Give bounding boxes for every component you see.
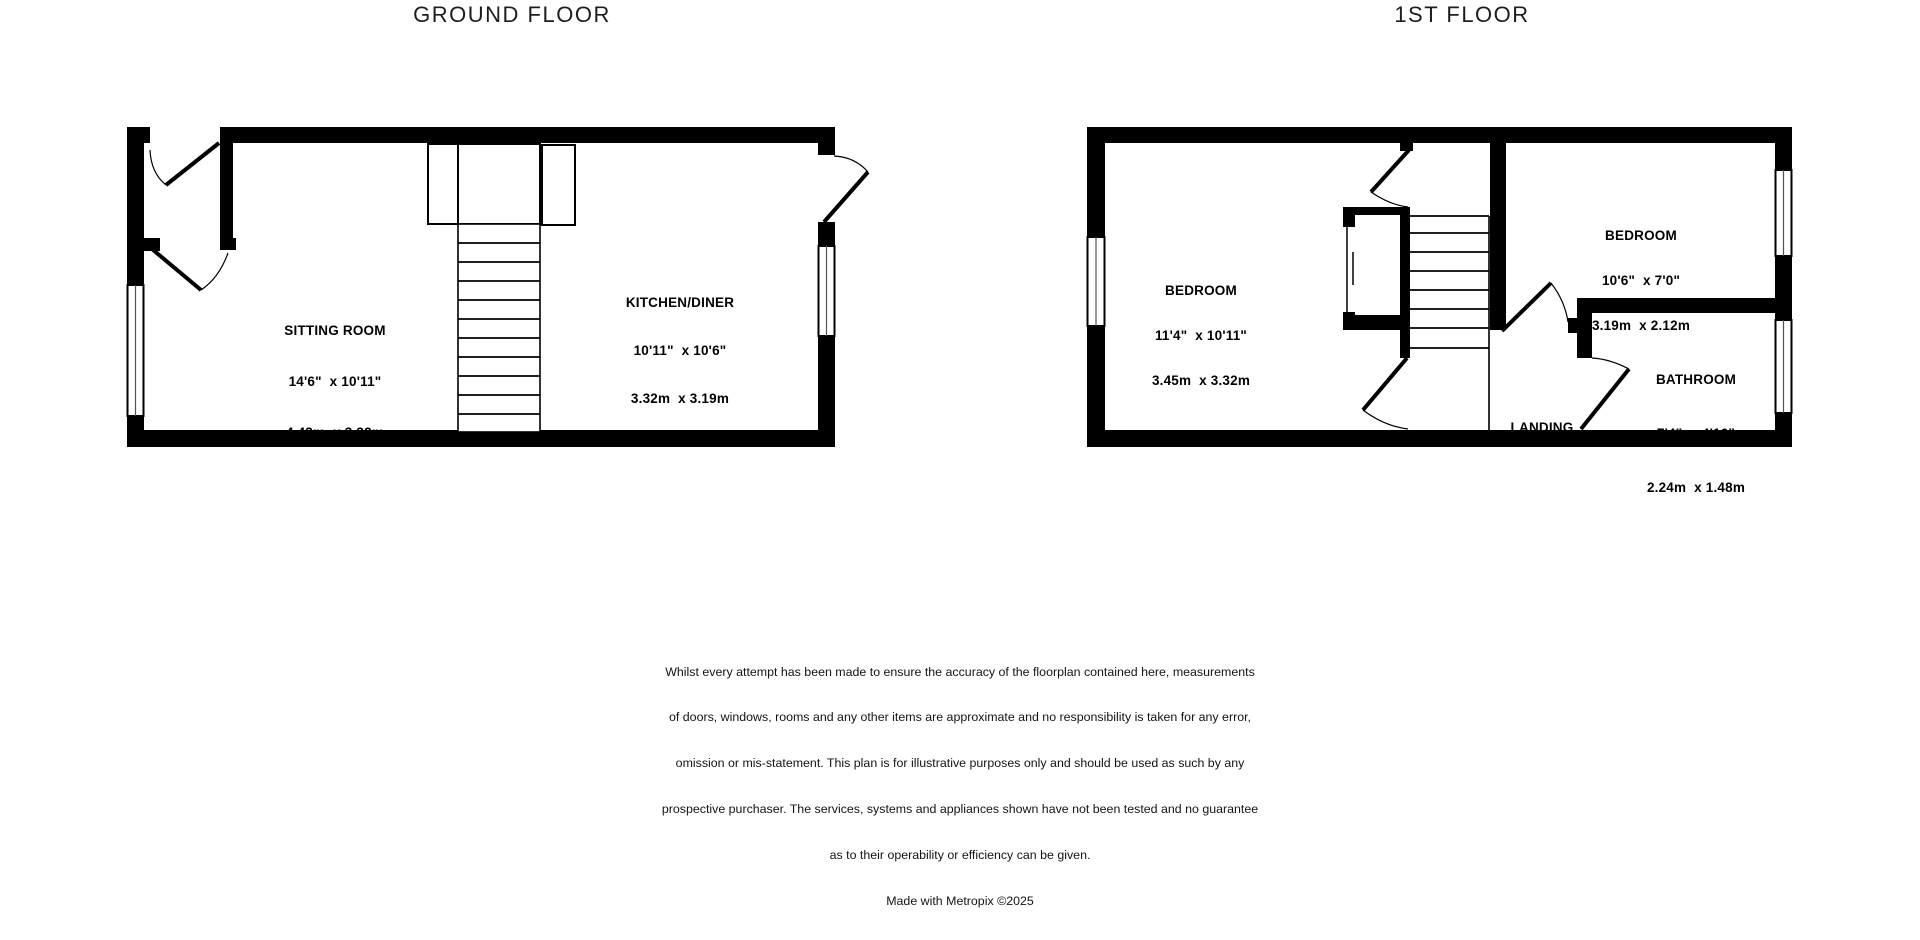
disclaimer-line: Whilst every attempt has been made to ensure the accuracy of the floorplan contained here, measurements bbox=[665, 664, 1255, 679]
disclaimer-line: Made with Metropix ©2025 bbox=[886, 894, 1034, 909]
first-floor-stairs bbox=[1410, 216, 1489, 430]
room-name: KITCHEN/DINER bbox=[625, 295, 735, 310]
disclaimer-line: omission or mis-statement. This plan is for illustrative purposes only and should be used as such by any bbox=[675, 756, 1245, 771]
disclaimer-line: prospective purchaser. The services, systems and appliances shown have not been tested and no guarantee bbox=[661, 802, 1259, 817]
room-size-metric: 3.32m x 3.19m bbox=[630, 391, 730, 406]
room-size-metric: 3.45m x 3.32m bbox=[1151, 373, 1251, 388]
disclaimer-text bbox=[0, 634, 1920, 940]
room-label-kitchen-diner bbox=[626, 263, 734, 439]
room-label-bedroom-1 bbox=[1152, 253, 1250, 418]
room-label-sitting-room bbox=[284, 288, 385, 475]
room-label-bathroom bbox=[1647, 335, 1745, 533]
room-size-imperial: 10'6" x 7'0" bbox=[1601, 273, 1681, 288]
room-name: BEDROOM bbox=[1605, 228, 1677, 243]
room-size-metric: 2.24m x 1.48m bbox=[1646, 480, 1746, 495]
ground-floor-stairs bbox=[428, 144, 575, 432]
room-name: BATHROOM bbox=[1655, 372, 1737, 387]
room-size-imperial: 7'4" x 4'10" bbox=[1656, 426, 1736, 441]
disclaimer-line: as to their operability or efficiency can be given. bbox=[829, 848, 1091, 863]
room-size-metric: 3.19m x 2.12m bbox=[1591, 318, 1691, 333]
room-label-landing bbox=[1511, 390, 1574, 465]
room-name: LANDING bbox=[1510, 420, 1574, 435]
ground-floor-title: GROUND FLOOR bbox=[413, 2, 611, 27]
room-size-imperial: 10'11" x 10'6" bbox=[633, 343, 727, 358]
room-size-metric: 4.43m x 3.32m bbox=[285, 425, 385, 440]
room-size-imperial: 14'6" x 10'11" bbox=[288, 374, 382, 389]
room-name: BEDROOM bbox=[1165, 283, 1237, 298]
first-floor-title: 1ST FLOOR bbox=[1394, 2, 1530, 27]
room-size-imperial: 11'4" x 10'11" bbox=[1154, 328, 1248, 343]
disclaimer-line: of doors, windows, rooms and any other items are approximate and no responsibility is taken for any error, bbox=[669, 710, 1251, 725]
first-floor-cupboard bbox=[1347, 215, 1353, 315]
room-name: SITTING ROOM bbox=[284, 323, 386, 338]
